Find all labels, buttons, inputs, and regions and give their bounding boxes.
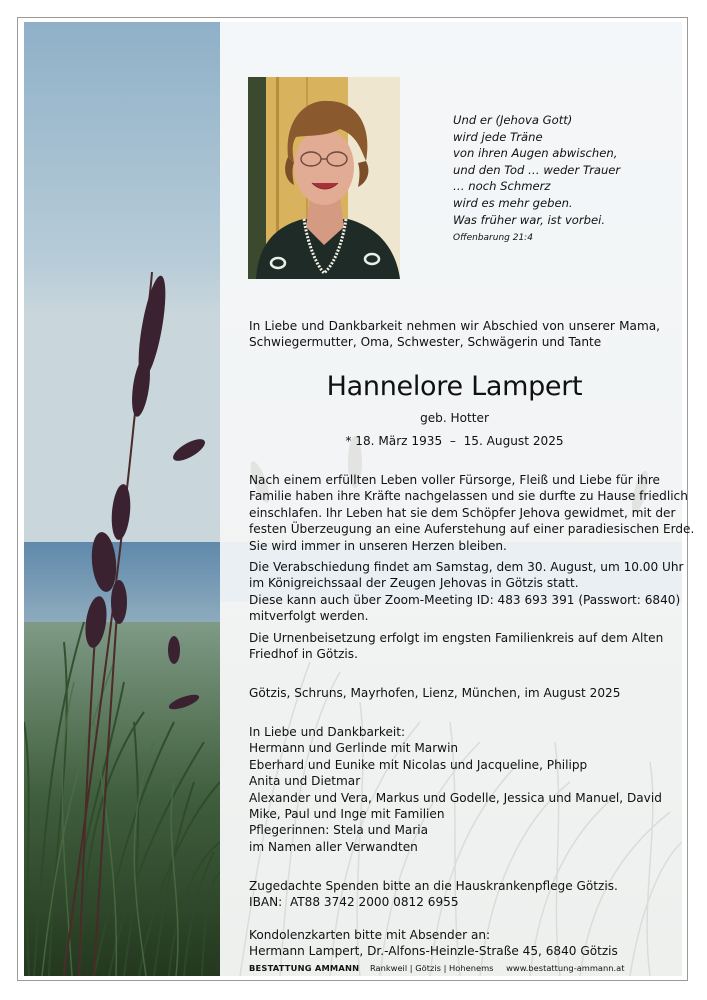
life-dates: * 18. März 1935 – 15. August 2025 — [345, 434, 564, 448]
paragraph-burial — [249, 630, 664, 663]
mourner-line: Pflegerinnen: Stela und Maria — [249, 823, 429, 838]
places-date — [249, 685, 660, 701]
paragraph-line: Die Verabschiedung findet am Samstag, dem 30. August, um 10.00 Uhr — [249, 560, 684, 574]
condolences-text: Kondolenzkarten bitte mit Absender an: — [249, 928, 491, 942]
paragraph-line: mitverfolgt werden. — [249, 609, 369, 624]
mourner-line: im Namen aller Verwandten — [249, 839, 418, 854]
paragraph-line: einschlafen. Ihr Leben hat sie dem Schöpfer Jehova gewidmet, mit der — [249, 505, 676, 520]
funeral-home-footer — [249, 963, 660, 973]
paragraph-line: Die Urnenbeisetzung erfolgt im engsten Familienkreis auf dem Alten — [249, 631, 664, 645]
paragraph-line: Nach einem erfüllten Leben voller Fürsorge, Fleiß und Liebe für ihre — [249, 473, 660, 487]
quote-line: Und er (Jehova Gott) — [453, 113, 573, 127]
paragraph-line: Friedhof in Götzis. — [249, 647, 358, 662]
mourners-heading: In Liebe und Dankbarkeit: — [249, 725, 406, 739]
condolences — [249, 927, 660, 960]
paragraph-line: im Königreichssaal der Zeugen Jehovas in Götzis statt. — [249, 576, 579, 591]
side-photo-grass-sea — [24, 22, 220, 976]
mourner-line: Mike, Paul und Inge mit Familien — [249, 807, 445, 822]
intro-line: In Liebe und Dankbarkeit nehmen wir Abschied von unserer Mama, — [249, 319, 660, 333]
funeral-home-website[interactable]: www.bestattung-ammann.at — [506, 963, 625, 973]
bible-quote — [453, 112, 673, 247]
mourner-line: Alexander und Vera, Markus und Godelle, Jessica und Manuel, David — [249, 790, 662, 805]
paragraph-line: Sie wird immer in unseren Herzen bleiben. — [249, 538, 507, 553]
mourner-line: Hermann und Gerlinde mit Marwin — [249, 741, 459, 756]
quote-reference: Offenbarung 21:4 — [453, 233, 533, 244]
quote-line: und den Tod … weder Trauer — [453, 162, 621, 177]
donations — [249, 878, 660, 911]
paragraph-farewell — [249, 559, 684, 625]
quote-line: Was früher war, ist vorbei. — [453, 212, 606, 227]
quote-line: wird jede Träne — [453, 129, 543, 144]
quote-line: von ihren Augen abwischen, — [453, 146, 618, 161]
places-date-text: Götzis, Schruns, Mayrhofen, Lienz, München, im August 2025 — [249, 686, 621, 700]
paragraph-life — [249, 472, 695, 554]
quote-line: … noch Schmerz — [453, 179, 551, 194]
paragraph-line: Familie haben ihre Kräfte nachgelassen und sie durfte zu Hause friedlich — [249, 489, 688, 504]
mourner-line: Eberhard und Eunike mit Nicolas und Jacqueline, Philipp — [249, 757, 588, 772]
deceased-name: Hannelore Lampert — [326, 371, 583, 402]
quote-line: wird es mehr geben. — [453, 195, 573, 210]
birth-name: geb. Hotter — [420, 411, 489, 425]
intro-text — [249, 318, 660, 351]
iban-text: IBAN: AT88 3742 2000 0812 6955 — [249, 895, 459, 910]
paragraph-line: Diese kann auch über Zoom-Meeting ID: 483 693 391 (Passwort: 6840) — [249, 592, 681, 607]
funeral-home-locations: Rankweil | Götzis | Hohenems — [369, 963, 494, 973]
donations-text: Zugedachte Spenden bitte an die Hauskrankenpflege Götzis. — [249, 879, 618, 893]
intro-line: Schwiegermutter, Oma, Schwester, Schwägerin und Tante — [249, 335, 602, 350]
funeral-home-name: BESTATTUNG AMMANN — [249, 963, 360, 973]
portrait-photo — [248, 77, 400, 279]
mourners-list — [249, 724, 660, 855]
condolences-address: Hermann Lampert, Dr.-Alfons-Heinzle-Straße 45, 6840 Götzis — [249, 944, 618, 959]
paragraph-line: festen Überzeugung an eine Auferstehung auf einer paradiesischen Erde. — [249, 522, 695, 537]
mourner-line: Anita und Dietmar — [249, 774, 361, 789]
